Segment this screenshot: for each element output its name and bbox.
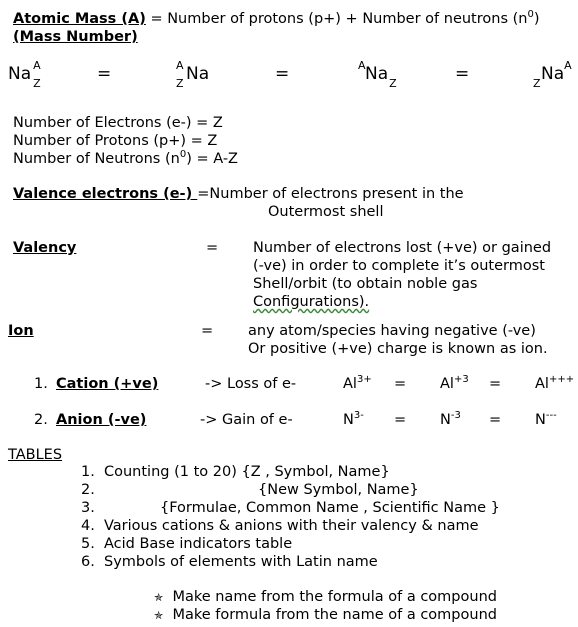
valency-line-3: Shell/orbit (to obtain noble gas bbox=[253, 276, 478, 292]
tables-heading: TABLES bbox=[8, 447, 63, 463]
tables-item-2-number: 2. bbox=[81, 482, 95, 498]
valency-line-1: Number of electrons lost (+ve) or gained bbox=[253, 240, 552, 256]
valence-definition: =Number of electrons present in the bbox=[197, 186, 464, 202]
ion-line-2: Or positive (+ve) charge is known as ion. bbox=[248, 341, 548, 357]
cation-formula-2-charge: +3 bbox=[453, 374, 469, 386]
valence-line bbox=[13, 185, 464, 203]
cation-formula-2 bbox=[440, 375, 469, 393]
anion-number: 2. bbox=[34, 412, 48, 428]
neutrons-count-post: ) = A-Z bbox=[186, 151, 238, 167]
anion-formula-3-charge: --- bbox=[545, 410, 557, 422]
tables-item-3-text: {Formulae, Common Name , Scientific Name } bbox=[160, 500, 500, 516]
tables-item-2-text: {New Symbol, Name} bbox=[258, 482, 419, 498]
valency-equals: = bbox=[206, 240, 219, 256]
anion-formula-2-symbol: N bbox=[440, 412, 451, 428]
cation-formula-1-charge: 3+ bbox=[356, 374, 372, 386]
tables-item-1-number: 1. bbox=[81, 464, 95, 480]
notation-2-Z: Z bbox=[176, 77, 184, 90]
tables-item-5-text: Acid Base indicators table bbox=[104, 536, 293, 552]
notation-1 bbox=[8, 59, 43, 90]
notation-3-element: Na bbox=[365, 64, 389, 84]
ion-equals: = bbox=[201, 323, 214, 339]
notation-1-element: Na bbox=[8, 64, 32, 84]
atomic-mass-line bbox=[13, 10, 540, 28]
notation-equals-2: = bbox=[275, 64, 290, 84]
tables-item-1-text: Counting (1 to 20) {Z , Symbol, Name} bbox=[104, 464, 390, 480]
anion-term: Anion (-ve) bbox=[56, 412, 147, 428]
cation-number: 1. bbox=[34, 376, 48, 392]
cation-formula-2-symbol: Al bbox=[440, 376, 454, 392]
mass-number-label: (Mass Number) bbox=[13, 29, 138, 45]
neutrons-count-pre: Number of Neutrons (n bbox=[13, 151, 180, 167]
notation-4-element: Na bbox=[541, 64, 565, 84]
anion-formula-1 bbox=[343, 411, 364, 429]
notation-1-Z: Z bbox=[33, 77, 41, 90]
notation-3-A: A bbox=[358, 59, 366, 72]
notation-3 bbox=[358, 59, 398, 90]
bullet-1 bbox=[154, 588, 497, 607]
tables-item-4-text: Various cations & anions with their valency & name bbox=[104, 518, 479, 534]
valency-line-2: (-ve) in order to complete it’s outermost bbox=[253, 258, 545, 274]
notation-2 bbox=[175, 59, 210, 90]
tables-item-6-text: Symbols of elements with Latin name bbox=[104, 554, 378, 570]
neutron-superscript: 0 bbox=[527, 9, 534, 21]
anion-formula-3 bbox=[535, 411, 557, 429]
notation-4 bbox=[533, 59, 572, 90]
protons-count: Number of Protons (p+) = Z bbox=[13, 133, 218, 149]
valency-term: Valency bbox=[13, 240, 77, 256]
cation-arrow: -> Loss of e- bbox=[205, 376, 297, 392]
notation-2-A: A bbox=[176, 59, 184, 72]
notation-2-element: Na bbox=[186, 64, 210, 84]
cation-formula-3-symbol: Al bbox=[535, 376, 549, 392]
tables-item-5-number: 5. bbox=[81, 536, 95, 552]
neutrons-count bbox=[13, 150, 238, 168]
bullet-2-text: Make formula from the name of a compound bbox=[172, 607, 497, 623]
tables-item-4-number: 4. bbox=[81, 518, 95, 534]
anion-equals-1: = bbox=[394, 412, 407, 428]
notation-4-A: A bbox=[564, 59, 572, 72]
cation-formula-1-symbol: Al bbox=[343, 376, 357, 392]
notation-1-A: A bbox=[33, 59, 41, 72]
tables-item-6-number: 6. bbox=[81, 554, 95, 570]
notation-3-Z: Z bbox=[389, 77, 397, 90]
anion-arrow: -> Gain of e- bbox=[200, 412, 293, 428]
cation-formula-3 bbox=[535, 375, 574, 393]
atomic-mass-close: ) bbox=[533, 11, 540, 27]
anion-formula-1-charge: 3- bbox=[353, 410, 364, 422]
bullet-2 bbox=[154, 606, 497, 625]
cation-formula-1 bbox=[343, 375, 372, 393]
anion-formula-1-symbol: N bbox=[343, 412, 354, 428]
anion-formula-3-symbol: N bbox=[535, 412, 546, 428]
atomic-mass-term: Atomic Mass (A) bbox=[13, 11, 146, 27]
valence-definition-2: Outermost shell bbox=[268, 204, 384, 220]
anion-equals-2: = bbox=[489, 412, 502, 428]
valency-line-4: Configurations). bbox=[253, 294, 370, 310]
tables-item-3-number: 3. bbox=[81, 500, 95, 516]
notation-4-Z: Z bbox=[533, 77, 541, 90]
electrons-count: Number of Electrons (e-) = Z bbox=[13, 115, 223, 131]
star-bullet-icon: ✯ bbox=[154, 591, 164, 604]
cation-formula-3-charge: +++ bbox=[548, 374, 575, 386]
notation-equals-3: = bbox=[455, 64, 470, 84]
cation-equals-2: = bbox=[489, 376, 502, 392]
bullet-1-text: Make name from the formula of a compound bbox=[172, 589, 497, 605]
notation-equals-1: = bbox=[97, 64, 112, 84]
atomic-mass-definition: = Number of protons (p+) + Number of neutrons (n bbox=[145, 11, 528, 27]
star-bullet-icon: ✯ bbox=[154, 609, 164, 622]
cation-equals-1: = bbox=[394, 376, 407, 392]
valence-term: Valence electrons (e-) bbox=[13, 186, 198, 202]
neutrons-count-sup: 0 bbox=[179, 149, 187, 161]
ion-term: Ion bbox=[8, 323, 34, 339]
anion-formula-2 bbox=[440, 411, 461, 429]
cation-term: Cation (+ve) bbox=[56, 376, 159, 392]
anion-formula-2-charge: -3 bbox=[450, 410, 461, 422]
ion-line-1: any atom/species having negative (-ve) bbox=[248, 323, 536, 339]
